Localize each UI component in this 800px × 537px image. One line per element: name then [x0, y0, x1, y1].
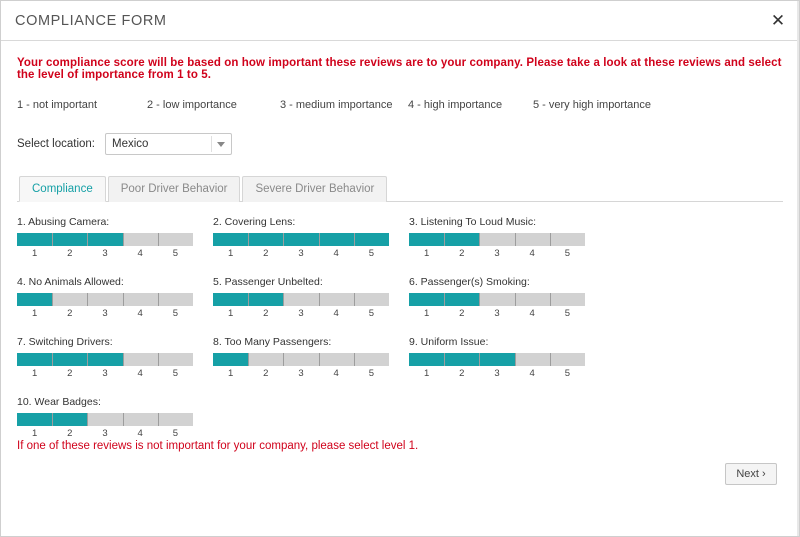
slider-scale-label[interactable]: 2: [459, 248, 465, 259]
slider-scale-label[interactable]: 5: [368, 248, 375, 259]
slider-scale-label[interactable]: 4: [137, 308, 143, 319]
importance-slider-item: [17, 276, 213, 322]
importance-slider-track[interactable]: [17, 353, 193, 366]
importance-slider-label: 8. Too Many Passengers:: [213, 336, 332, 348]
importance-slider-label: 2. Covering Lens:: [213, 216, 296, 228]
location-label: Select location:: [17, 138, 95, 150]
slider-tick: [123, 413, 124, 426]
slider-scale-label[interactable]: 2: [263, 368, 269, 379]
importance-slider-track[interactable]: [17, 413, 193, 426]
location-select[interactable]: [105, 133, 232, 155]
slider-scale-label[interactable]: 2: [459, 368, 465, 379]
tab-poor-driver-behavior[interactable]: Poor Driver Behavior: [108, 176, 241, 202]
slider-scale-label[interactable]: 1: [423, 248, 430, 259]
importance-slider-scale: [17, 248, 193, 262]
importance-slider-scale: [17, 368, 193, 382]
importance-notice: Your compliance score will be based on how important these reviews are to your company. Please take a look at these reviews and select the level of importance from 1 to 5.: [17, 57, 782, 81]
slider-tick: [550, 293, 551, 306]
importance-slider-label: 6. Passenger(s) Smoking:: [409, 276, 530, 288]
slider-scale-label[interactable]: 3: [102, 368, 108, 379]
importance-slider-label: 5. Passenger Unbelted:: [213, 276, 323, 288]
slider-tick: [283, 353, 284, 366]
slider-scale-label[interactable]: 3: [494, 368, 500, 379]
slider-scale-label[interactable]: 1: [31, 428, 38, 439]
slider-scale-label[interactable]: 5: [564, 368, 571, 379]
page-title: COMPLIANCE FORM: [15, 12, 167, 29]
select-divider: [211, 136, 212, 152]
slider-tick: [354, 233, 355, 246]
slider-scale-label[interactable]: 5: [172, 368, 179, 379]
slider-scale-label[interactable]: 3: [298, 368, 304, 379]
importance-slider-scale: [213, 368, 389, 382]
slider-scale-label[interactable]: 2: [263, 248, 269, 259]
location-row: [17, 133, 783, 155]
importance-slider-track[interactable]: [213, 293, 389, 306]
importance-slider-scale: [409, 248, 585, 262]
slider-tick: [283, 233, 284, 246]
slider-scale-label[interactable]: 4: [333, 368, 339, 379]
slider-tick: [479, 353, 480, 366]
slider-tick: [444, 353, 445, 366]
importance-slider-label: 1. Abusing Camera:: [17, 216, 110, 228]
slider-tick: [87, 293, 88, 306]
slider-scale-label[interactable]: 3: [102, 308, 108, 319]
importance-slider-item: [409, 216, 605, 262]
location-select-value: Mexico: [112, 138, 149, 150]
slider-tick: [283, 293, 284, 306]
slider-tick: [87, 413, 88, 426]
slider-tick: [248, 233, 249, 246]
importance-slider-label: 9. Uniform Issue:: [409, 336, 489, 348]
slider-tick: [87, 353, 88, 366]
importance-slider-track[interactable]: [409, 293, 585, 306]
slider-tick: [123, 233, 124, 246]
importance-slider-fill: [17, 353, 123, 366]
slider-tick: [319, 293, 320, 306]
slider-tick: [479, 233, 480, 246]
importance-slider-fill: [213, 353, 248, 366]
importance-slider-item: [17, 336, 213, 382]
importance-slider-item: [409, 276, 605, 322]
slider-tick: [123, 293, 124, 306]
slider-tick: [319, 233, 320, 246]
slider-scale-label[interactable]: 3: [298, 248, 304, 259]
slider-tick: [444, 293, 445, 306]
slider-tick: [248, 293, 249, 306]
slider-tick: [515, 293, 516, 306]
slider-tick: [550, 233, 551, 246]
slider-scale-label[interactable]: 5: [172, 248, 179, 259]
importance-slider-track[interactable]: [213, 233, 389, 246]
slider-scale-label[interactable]: 1: [423, 308, 430, 319]
importance-slider-label: 10. Wear Badges:: [17, 396, 101, 408]
importance-slider-track[interactable]: [17, 293, 193, 306]
importance-slider-fill: [17, 233, 123, 246]
slider-scale-label[interactable]: 1: [31, 368, 38, 379]
importance-slider-scale: [409, 368, 585, 382]
slider-scale-label[interactable]: 3: [298, 308, 304, 319]
slider-tick: [354, 293, 355, 306]
slider-scale-label[interactable]: 2: [67, 368, 73, 379]
slider-scale-label[interactable]: 3: [494, 248, 500, 259]
slider-scale-label[interactable]: 5: [368, 308, 375, 319]
importance-slider-label: 4. No Animals Allowed:: [17, 276, 124, 288]
importance-slider-track[interactable]: [409, 353, 585, 366]
importance-slider-item: [17, 396, 213, 442]
importance-slider-fill: [17, 293, 52, 306]
slider-scale-label[interactable]: 2: [67, 308, 73, 319]
importance-slider-track[interactable]: [17, 233, 193, 246]
slider-tick: [515, 353, 516, 366]
slider-scale-label[interactable]: 1: [423, 368, 430, 379]
slider-tick: [87, 233, 88, 246]
importance-legend: [17, 99, 783, 111]
slider-scale-label[interactable]: 2: [263, 308, 269, 319]
slider-scale-label[interactable]: 3: [102, 248, 108, 259]
slider-tick: [479, 293, 480, 306]
slider-scale-label[interactable]: 2: [67, 428, 73, 439]
slider-scale-label[interactable]: 1: [31, 308, 38, 319]
slider-scale-label[interactable]: 2: [459, 308, 465, 319]
importance-slider-track[interactable]: [409, 233, 585, 246]
slider-scale-label[interactable]: 1: [227, 308, 234, 319]
importance-slider-scale: [213, 308, 389, 322]
slider-scale-label[interactable]: 4: [529, 248, 535, 259]
slider-tick: [52, 413, 53, 426]
legend-item: 1 - not important: [17, 99, 98, 111]
slider-tick: [248, 353, 249, 366]
slider-tick: [123, 353, 124, 366]
slider-scale-label[interactable]: 2: [67, 248, 73, 259]
dialog-content: [1, 41, 799, 456]
review-tabs: [17, 175, 783, 202]
slider-scale-label[interactable]: 3: [494, 308, 500, 319]
slider-tick: [515, 233, 516, 246]
slider-scale-label[interactable]: 4: [137, 248, 143, 259]
importance-slider-fill: [213, 233, 389, 246]
importance-slider-scale: [409, 308, 585, 322]
slider-scale-label[interactable]: 4: [333, 308, 339, 319]
slider-tick: [354, 353, 355, 366]
slider-tick: [158, 233, 159, 246]
legend-item: 2 - low importance: [147, 99, 237, 111]
importance-slider-item: [213, 216, 409, 262]
slider-scale-label[interactable]: 1: [227, 368, 234, 379]
slider-scale-label[interactable]: 4: [137, 368, 143, 379]
slider-tick: [158, 353, 159, 366]
slider-tick: [444, 233, 445, 246]
footer-note: If one of these reviews is not important for your company, please select level 1.: [17, 440, 419, 452]
slider-scale-label[interactable]: 5: [564, 248, 571, 259]
slider-tick: [52, 233, 53, 246]
tab-severe-driver-behavior[interactable]: Severe Driver Behavior: [242, 176, 387, 202]
next-button[interactable]: Next ›: [725, 463, 777, 485]
slider-tick: [52, 353, 53, 366]
legend-item: 4 - high importance: [408, 99, 503, 111]
importance-slider-item: [213, 336, 409, 382]
chevron-down-icon: [217, 142, 225, 147]
close-icon[interactable]: ✕: [767, 10, 789, 32]
slider-tick: [52, 293, 53, 306]
slider-scale-label[interactable]: 1: [227, 248, 234, 259]
slider-tick: [319, 353, 320, 366]
legend-item: 3 - medium importance: [280, 99, 393, 111]
slider-scale-label[interactable]: 5: [564, 308, 571, 319]
slider-scale-label[interactable]: 5: [172, 428, 179, 439]
window-edge: [797, 1, 799, 536]
slider-scale-label[interactable]: 4: [529, 368, 535, 379]
slider-tick: [550, 353, 551, 366]
slider-tick: [158, 293, 159, 306]
importance-slider-label: 3. Listening To Loud Music:: [409, 216, 537, 228]
slider-scale-label[interactable]: 5: [368, 368, 375, 379]
importance-slider-item: [213, 276, 409, 322]
slider-tick: [158, 413, 159, 426]
slider-scale-label[interactable]: 4: [529, 308, 535, 319]
legend-item: 5 - very high importance: [533, 99, 651, 111]
slider-scale-label[interactable]: 1: [31, 248, 38, 259]
slider-scale-label[interactable]: 4: [137, 428, 143, 439]
dialog-titlebar: [1, 1, 799, 41]
importance-slider-scale: [213, 248, 389, 262]
importance-slider-grid: [17, 216, 783, 456]
importance-slider-item: [17, 216, 213, 262]
slider-scale-label[interactable]: 4: [333, 248, 339, 259]
tab-compliance[interactable]: Compliance: [19, 176, 106, 202]
importance-slider-label: 7. Switching Drivers:: [17, 336, 113, 348]
importance-slider-item: [409, 336, 605, 382]
slider-scale-label[interactable]: 3: [102, 428, 108, 439]
slider-scale-label[interactable]: 5: [172, 308, 179, 319]
importance-slider-fill: [409, 353, 515, 366]
importance-slider-scale: [17, 308, 193, 322]
importance-slider-track[interactable]: [213, 353, 389, 366]
